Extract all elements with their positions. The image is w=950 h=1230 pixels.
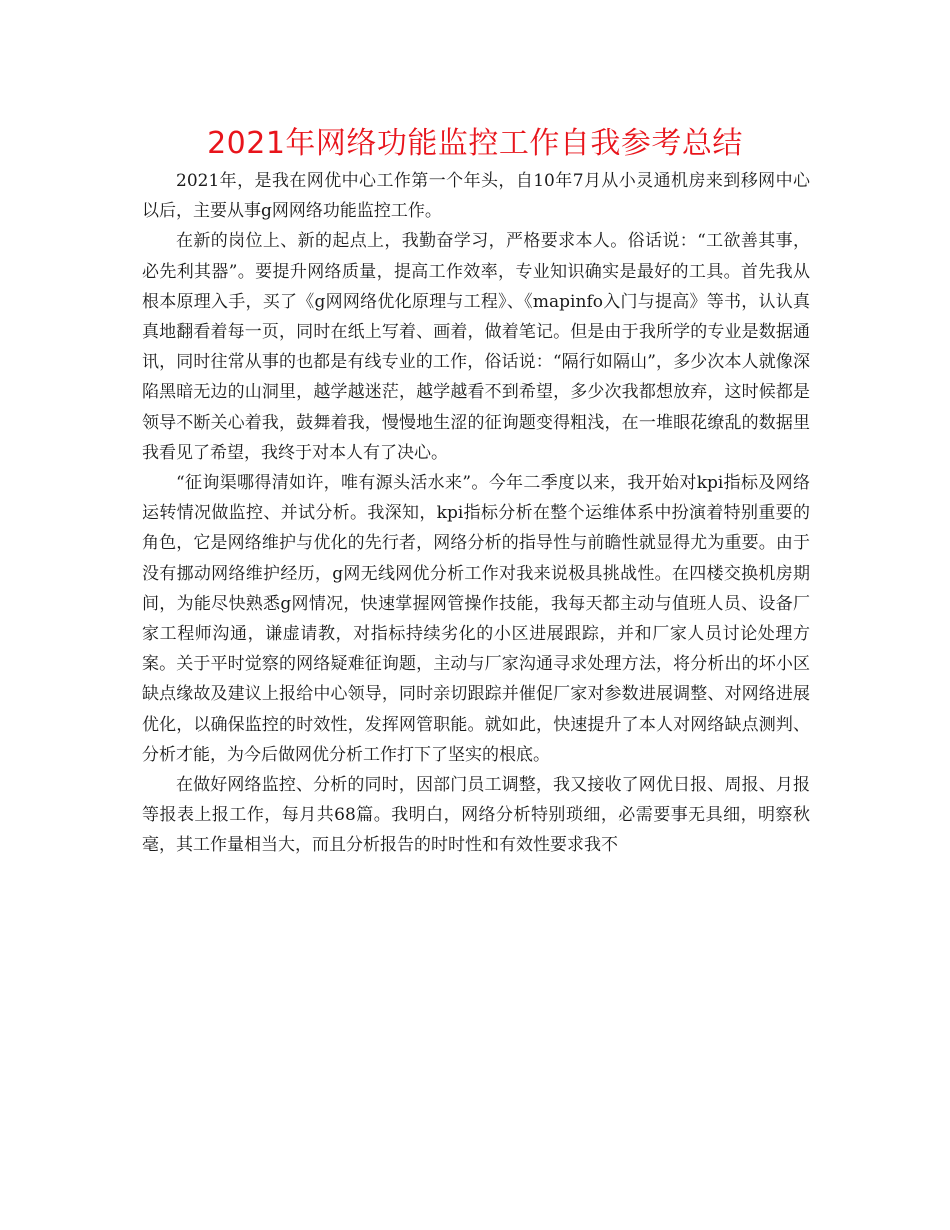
paragraph: 2021年，是我在网优中心工作第一个年头，自10年7月从小灵通机房来到移网中心以后，主要从事g网网络功能监控工作。 [142,171,810,222]
paragraph: “征询渠哪得清如许，唯有源头活水来”。今年二季度以来，我开始对kpi指标及网络运转情况做监控、并试分析。我深知，kpi指标分析在整个运维体系中扮演着特别重要的角色，它是网络维护与优化的先行者，网络分析的指导性与前瞻性就显得尤为重要。由于没有挪动网络维护经历，g网无线网优分析工作对我来说极具挑战性。在四楼交换机房期间，为能尽快熟悉g网情况，快速掌握网管操作技能，我每天都主动与值班人员、设备厂家工程师沟通，谦虚请教，对指标持续劣化的小区进展跟踪，并和厂家人员讨论处理方案。关于平时觉察的网络疑难征询题，主动与厂家沟通寻求处理方法，将分析出的坏小区缺点缘故及建议上报给中心领导，同时亲切跟踪并催促厂家对参数进展调整、对网络进展优化，以确保监控的时效性，发挥网管职能。就如此，快速提升了本人对网络缺点测判、分析才能，为今后做网优分析工作打下了坚实的根底。 [142,473,810,765]
paragraph: 在做好网络监控、分析的同时，因部门员工调整，我又接收了网优日报、周报、月报等报表上报工作，每月共68篇。我明白，网络分析特别琐细，必需要事无具细，明察秋毫，其工作量相当大，而且分析报告的时时性和有效性要求我不 [142,775,810,856]
paragraph: 在新的岗位上、新的起点上，我勤奋学习，严格要求本人。俗话说：“工欲善其事，必先利其器”。要提升网络质量，提高工作效率，专业知识确实是最好的工具。首先我从根本原理入手，买了《g网网络优化原理与工程》、《mapinfo入门与提高》等书，认认真真地翻看着每一页，同时在纸上写着、画着，做着笔记。但是由于我所学的专业是数据通讯，同时往常从事的也都是有线专业的工作，俗话说：“隔行如隔山”，多少次本人就像深陷黑暗无边的山洞里，越学越迷茫，越学越看不到希望，多少次我都想放弃，这时候都是领导不断关心着我，鼓舞着我，慢慢地生涩的征询题变得粗浅，在一堆眼花缭乱的数据里我看见了希望，我终于对本人有了决心。 [142,231,810,463]
document-title: 2021年网络功能监控工作自我参考总结 [207,126,743,161]
document-body [142,166,810,861]
